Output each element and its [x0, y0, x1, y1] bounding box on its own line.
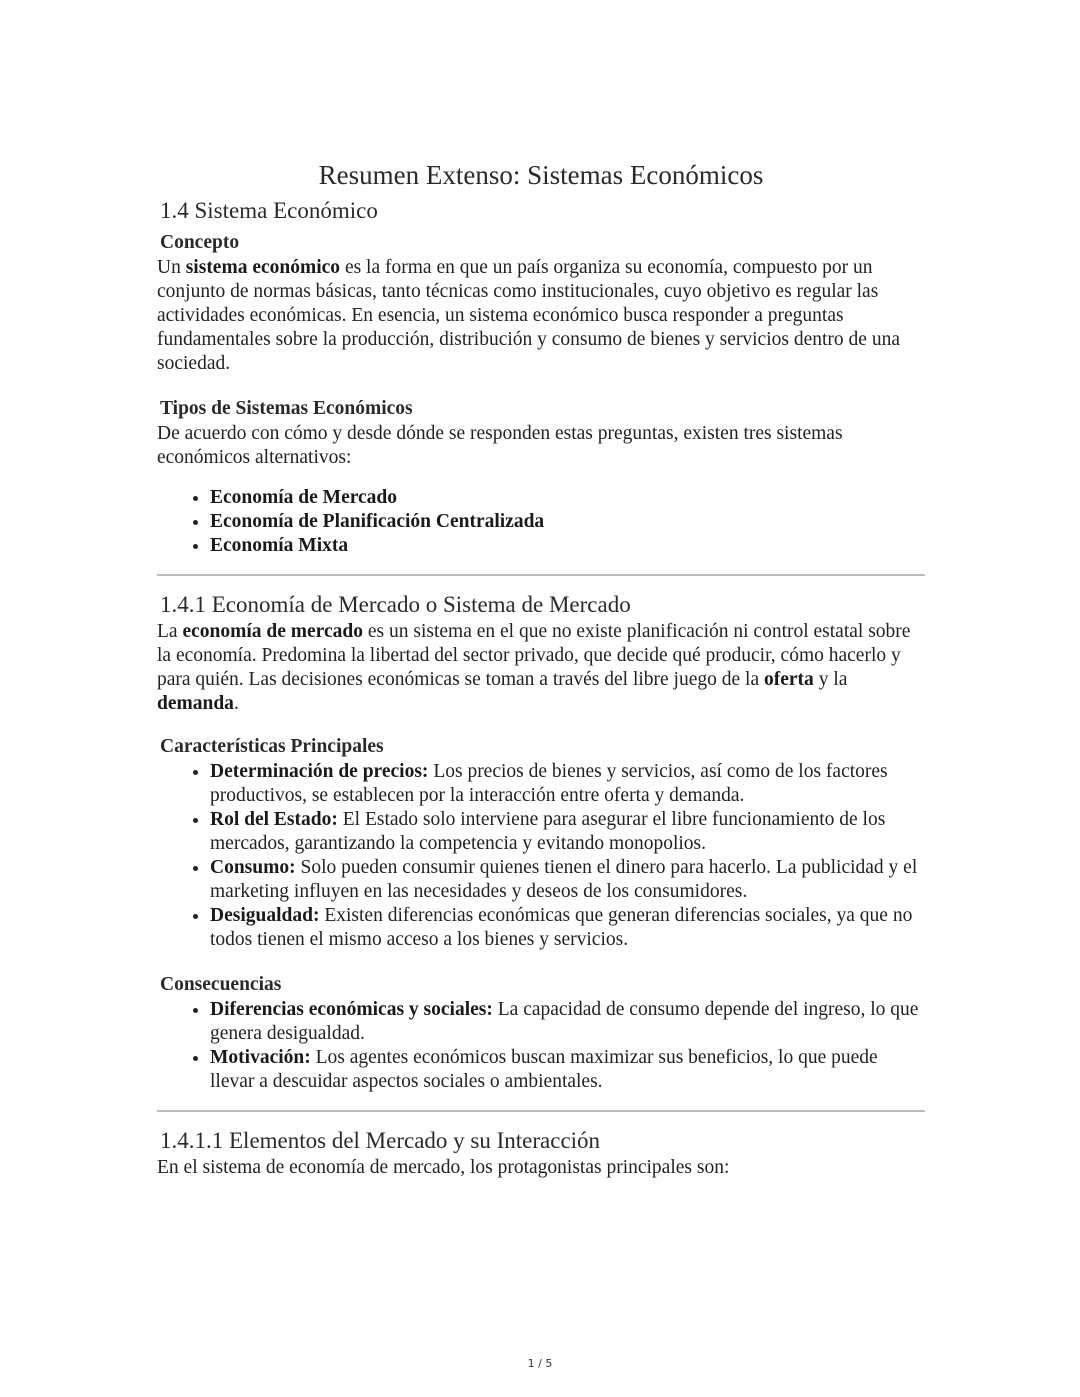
text: La: [157, 621, 183, 642]
list-item-text: La capacidad de consumo depende del ingreso, lo que genera desigualdad.: [210, 999, 919, 1044]
elementos-paragraph: En el sistema de economía de mercado, los protagonistas principales son:: [157, 1157, 730, 1178]
subheading-tipos: Tipos de Sistemas Económicos: [160, 398, 413, 419]
list-item-text: Solo pueden consumir quienes tienen el dinero para hacerlo. La publicidad y el marketing influyen en las necesidades y deseos de los consumidores.: [210, 857, 918, 902]
section-heading-1-4: 1.4 Sistema Económico: [160, 198, 378, 223]
list-item-label: Economía de Mercado: [210, 487, 398, 508]
list-item: [210, 760, 925, 808]
list-item: [210, 808, 925, 856]
text: y la: [813, 669, 848, 690]
page-number: 1 / 5: [527, 1357, 553, 1370]
list-item: [210, 904, 925, 952]
text: es un sistema en el que no existe planificación ni control estatal sobre la economía. Predomina la libertad del sector privado, que decide qué producir, cómo hacerlo y para quién. Las decisiones económicas se toman a través del libre juego de la: [157, 621, 911, 690]
list-item-term: Desigualdad:: [210, 905, 320, 926]
subheading-caracteristicas: Características Principales: [160, 736, 384, 757]
list-item-term: Consumo:: [210, 857, 296, 878]
section-heading-1-4-1: 1.4.1 Economía de Mercado o Sistema de Mercado: [160, 592, 631, 617]
document-title: Resumen Extenso: Sistemas Económicos: [318, 160, 764, 190]
list-item: [210, 1046, 925, 1094]
text: .: [233, 693, 239, 714]
list-item-label: Economía de Planificación Centralizada: [210, 511, 545, 532]
subheading-concepto: Concepto: [160, 232, 240, 253]
bold-term: oferta: [764, 669, 814, 690]
subheading-consecuencias: Consecuencias: [160, 974, 282, 995]
text: Un: [157, 257, 186, 278]
divider: [157, 574, 925, 576]
tipos-list: [157, 486, 925, 558]
list-item-term: Diferencias económicas y sociales:: [210, 999, 493, 1020]
list-item-term: Determinación de precios:: [210, 761, 429, 782]
consecuencias-list: [157, 998, 925, 1094]
list-item-text: Existen diferencias económicas que generan diferencias sociales, ya que no todos tienen el mismo acceso a los bienes y servicios.: [210, 905, 913, 950]
list-item-text: El Estado solo interviene para asegurar el libre funcionamiento de los mercados, garantizando la competencia y evitando monopolios.: [210, 809, 886, 854]
list-item: [210, 998, 925, 1046]
caracteristicas-list: [157, 760, 925, 952]
list-item-label: Economía Mixta: [210, 535, 349, 556]
concepto-paragraph: [157, 256, 925, 376]
list-item: [210, 510, 925, 534]
list-item-term: Motivación:: [210, 1047, 311, 1068]
list-item: [210, 534, 925, 558]
bold-term: economía de mercado: [182, 621, 363, 642]
text: es la forma en que un país organiza su economía, compuesto por un conjunto de normas básicas, tanto técnicas como institucionales, cuyo objetivo es regular las actividades económicas. En esencia, un sistema económico busca responder a preguntas fundamentales sobre la producción, distribución y consumo de bienes y servicios dentro de una sociedad.: [157, 257, 900, 374]
divider: [157, 1110, 925, 1112]
bold-term: sistema económico: [185, 257, 341, 278]
document-page: [157, 158, 925, 1180]
section-heading-1-4-1-1: 1.4.1.1 Elementos del Mercado y su Interacción: [160, 1128, 601, 1153]
list-item: [210, 856, 925, 904]
list-item-text: Los precios de bienes y servicios, así como de los factores productivos, se establecen por la interacción entre oferta y demanda.: [210, 761, 888, 806]
tipos-paragraph: De acuerdo con cómo y desde dónde se responden estas preguntas, existen tres sistemas económicos alternativos:: [157, 423, 843, 468]
mercado-paragraph: [157, 620, 925, 716]
list-item-term: Rol del Estado:: [210, 809, 338, 830]
list-item: [210, 486, 925, 510]
list-item-text: Los agentes económicos buscan maximizar sus beneficios, lo que puede llevar a descuidar aspectos sociales o ambientales.: [210, 1047, 878, 1092]
bold-term: demanda: [157, 693, 234, 714]
